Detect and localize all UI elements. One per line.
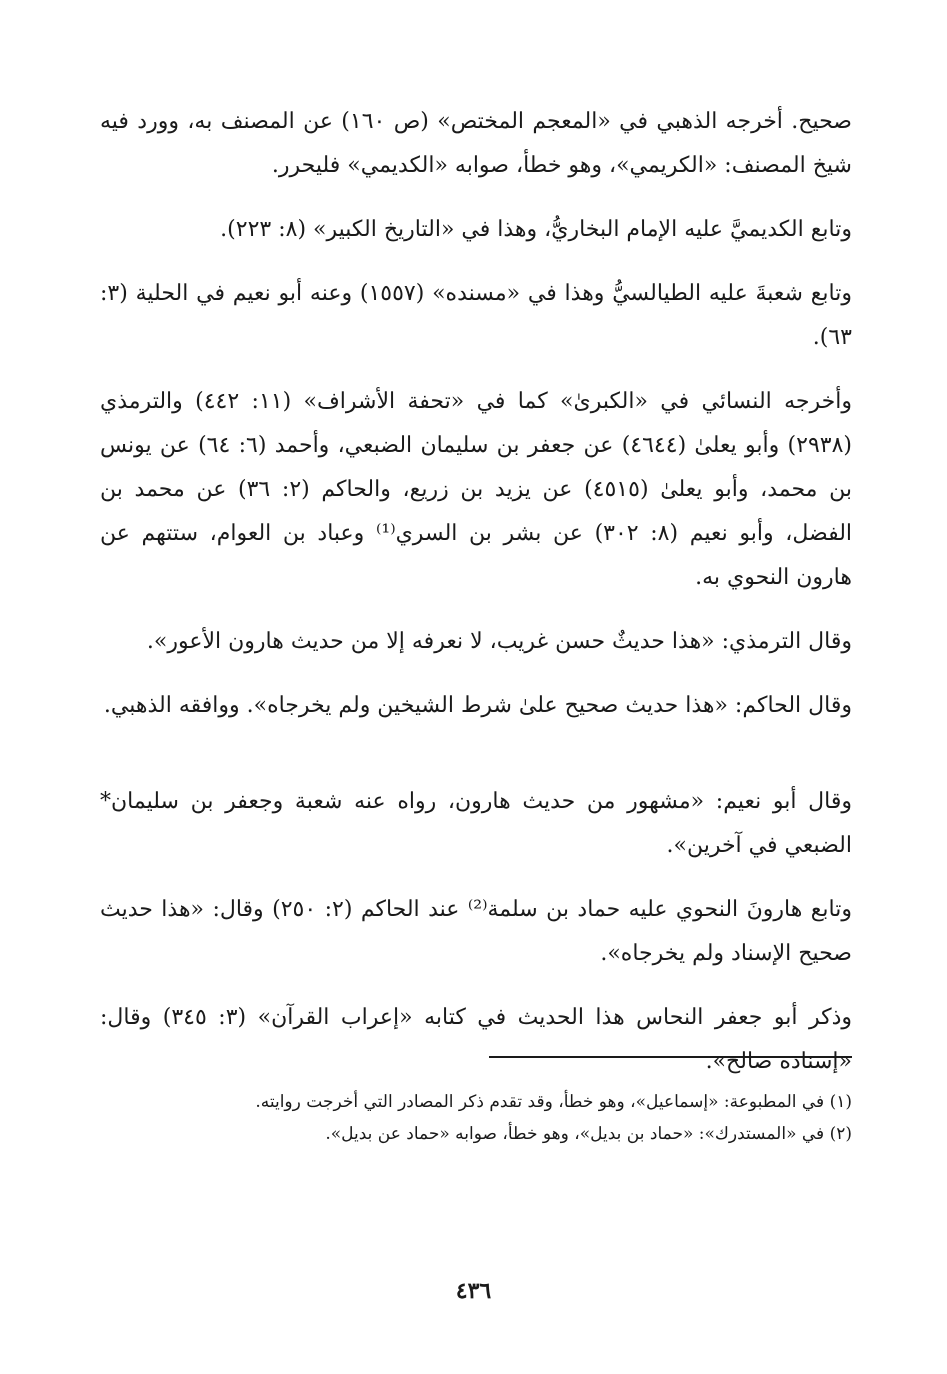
- paragraph-1: صحيح. أخرجه الذهبي في «المعجم المختص» (ص ١٦٠) عن المصنف به، وورد فيه شيخ المصنف: «الكريمي»، وهو خطأ، صوابه «الكديمي» فليحرر.: [100, 109, 852, 178]
- paragraph-6: وقال الحاكم: «هذا حديث صحيح علىٰ شرط الشيخين ولم يخرجاه». ووافقه الذهبي.: [103, 693, 852, 718]
- paragraph-4: وأخرجه النسائي في «الكبرىٰ» كما في «تحفة الأشراف» (١١: ٤٤٢) والترمذي (٢٩٣٨) وأبو يعلىٰ (٤٦٤٤) عن جعفر بن سليمان الضبعي، وأحمد (٦: ٦٤) عن يونس بن محمد، وأبو يعلىٰ (٤٥١٥) عن يزيد بن زريع، والحاكم (٢: ٣٦) عن محمد بن الفضل، وأبو نعيم (٨: ٣٠٢) عن بشر بن السري⁽¹⁾ وعباد بن العوام، ستتهم عن هارون النحوي به.: [100, 389, 853, 590]
- paragraph-8: وتابع هارونَ النحوي عليه حماد بن سلمة⁽²⁾ عند الحاكم (٢: ٢٥٠) وقال: «هذا حديث صحيح الإسناد ولم يخرجاه».: [100, 897, 853, 966]
- paragraph-9: وذكر أبو جعفر النحاس هذا الحديث في كتابه «إعراب القرآن» (٣: ٣٤٥) وقال: «إسناده صالح».: [100, 1005, 852, 1074]
- footnote-1: (١) في المطبوعة: «إسماعيل»، وهو خطأ، وقد تقدم ذكر المصادر التي أخرجت روايته.: [255, 1092, 852, 1112]
- footnote-2: (٢) في «المستدرك»: «حماد بن بديل»، وهو خطأ، صوابه «حماد عن بديل».: [325, 1124, 852, 1144]
- paragraph-7: وقال أبو نعيم: «مشهور من حديث هارون، رواه عنه شعبة وجعفر بن سليمان* الضبعي في آخرين».: [100, 789, 852, 858]
- paragraph-5: وقال الترمذي: «هذا حديثٌ حسن غريب، لا نعرفه إلا من حديث هارون الأعور».: [146, 629, 852, 654]
- main-text: [100, 100, 852, 1104]
- page-number: ٤٣٦: [455, 1278, 492, 1304]
- footnote-divider: [489, 1056, 852, 1058]
- paragraph-2: وتابع الكديميَّ عليه الإمام البخاريُّ، وهذا في «التاريخ الكبير» (٨: ٢٢٣).: [220, 217, 852, 242]
- footnotes: [100, 1086, 852, 1150]
- paragraph-3: وتابع شعبةَ عليه الطيالسيُّ وهذا في «مسنده» (١٥٥٧) وعنه أبو نعيم في الحلية (٣: ٦٣).: [100, 281, 853, 350]
